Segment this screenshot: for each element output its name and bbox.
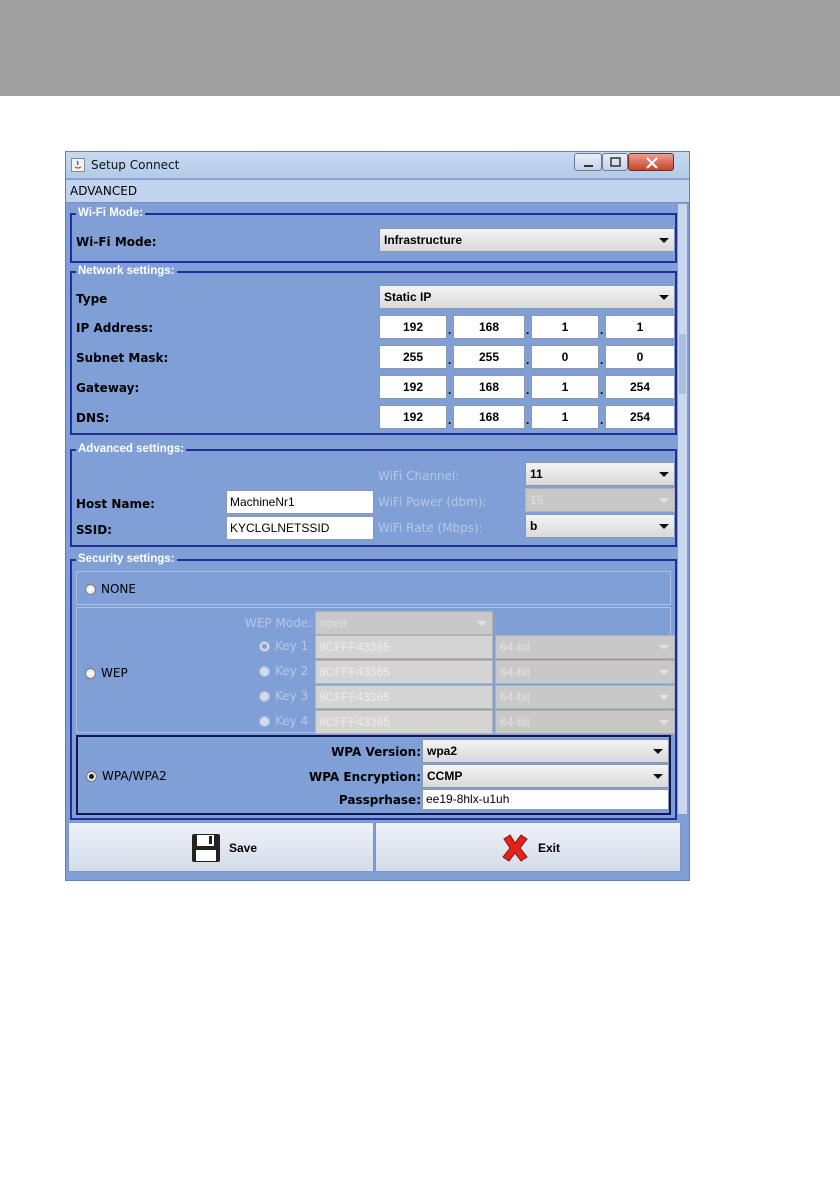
exit-button[interactable] — [375, 822, 681, 872]
key-3-input: 8CFFF43365 — [315, 685, 493, 709]
advanced-settings-group — [70, 443, 677, 547]
key-4-bits-value: 64-bit — [500, 715, 531, 729]
wifi-power-label: WiFi Power (dbm): — [378, 495, 487, 509]
key-2-label: Key 2 — [275, 664, 309, 678]
ip-address-label: IP Address: — [76, 321, 154, 335]
security-settings-group — [70, 553, 677, 820]
floppy-disk-icon — [191, 833, 221, 863]
subnet-mask-label: Subnet Mask: — [76, 351, 169, 365]
passphrase-label: Passprhase: — [338, 793, 421, 807]
key-1-radio — [259, 641, 270, 652]
setup-connect-window — [66, 152, 689, 880]
dns-octet-4[interactable]: 254 — [605, 405, 675, 429]
subnet-octet-4[interactable]: 0 — [605, 345, 675, 369]
key-1-bits-select — [495, 635, 675, 659]
key-3-radio — [259, 691, 270, 702]
host-name-label: Host Name: — [76, 497, 155, 511]
minimize-icon — [575, 154, 603, 172]
dns-dot: . — [600, 413, 604, 427]
gateway-dot: . — [600, 383, 604, 397]
wpa-version-select[interactable] — [422, 739, 669, 763]
key-1-input: 8CFFF43365 — [315, 635, 493, 659]
security-settings-legend: Security settings: — [78, 553, 175, 565]
wpa-version-label: WPA Version: — [331, 745, 421, 759]
dns-octet-1[interactable]: 192 — [379, 405, 447, 429]
ssid-label: SSID: — [76, 523, 112, 537]
chevron-down-icon — [654, 711, 674, 733]
key-1-bits-value: 64-bit — [500, 640, 531, 654]
minimize-button[interactable] — [574, 153, 602, 171]
chevron-down-icon — [654, 686, 674, 708]
red-x-icon — [500, 833, 530, 863]
wifi-channel-label: WiFi Channel: — [378, 469, 460, 483]
wifi-power-select — [525, 488, 675, 512]
chevron-down-icon — [648, 765, 668, 787]
wifi-mode-group — [70, 207, 677, 263]
exit-button-label: Exit — [538, 841, 561, 855]
vertical-scrollbar[interactable] — [678, 204, 687, 814]
save-button-label: Save — [229, 841, 258, 855]
host-name-input[interactable]: MachineNr1 — [226, 490, 374, 514]
wifi-mode-value: Infrastructure — [384, 233, 463, 247]
key-3-label: Key 3 — [275, 689, 309, 703]
network-settings-group — [70, 265, 677, 435]
subnet-dot: . — [448, 353, 452, 367]
wpa-encryption-select[interactable] — [422, 764, 669, 788]
key-3-bits-value: 64-bit — [500, 690, 531, 704]
dns-octet-2[interactable]: 168 — [453, 405, 525, 429]
chevron-down-icon — [654, 463, 674, 485]
maximize-button[interactable] — [602, 153, 628, 171]
java-app-icon — [71, 158, 85, 172]
wifi-rate-label: WiFi Rate (Mbps): — [378, 521, 483, 535]
tab-advanced[interactable] — [66, 180, 689, 203]
network-type-select[interactable] — [379, 285, 675, 309]
key-2-radio — [259, 666, 270, 677]
chevron-down-icon — [654, 229, 674, 251]
ip-octet-4[interactable]: 1 — [605, 315, 675, 339]
wpa-label: WPA/WPA2 — [102, 769, 167, 783]
ip-dot: . — [526, 323, 530, 337]
wep-mode-label: WEP Mode: — [245, 616, 313, 630]
network-type-value: Static IP — [384, 290, 432, 304]
subnet-dot: . — [600, 353, 604, 367]
gateway-octet-2[interactable]: 168 — [453, 375, 525, 399]
wpa-encryption-value: CCMP — [427, 769, 463, 783]
key-4-input: 8CFFF43365 — [315, 710, 493, 734]
page-header-band — [0, 0, 840, 96]
key-1-label: Key 1 — [275, 639, 309, 653]
close-icon — [629, 154, 675, 172]
ip-octet-3[interactable]: 1 — [531, 315, 599, 339]
subnet-dot: . — [526, 353, 530, 367]
scrollbar-thumb[interactable] — [679, 334, 686, 394]
ip-octet-1[interactable]: 192 — [379, 315, 447, 339]
wep-mode-select — [315, 611, 493, 635]
title-bar[interactable] — [66, 152, 689, 179]
security-wep-panel — [76, 607, 671, 733]
maximize-icon — [603, 154, 629, 172]
window-title: Setup Connect — [91, 158, 180, 172]
none-radio[interactable] — [85, 584, 96, 595]
wifi-power-value: 15 — [530, 493, 544, 507]
gateway-dot: . — [526, 383, 530, 397]
key-4-bits-select — [495, 710, 675, 734]
key-4-radio — [259, 716, 270, 727]
advanced-settings-legend: Advanced settings: — [78, 443, 185, 455]
wep-radio[interactable] — [85, 668, 96, 679]
wep-mode-value: open — [320, 616, 347, 630]
save-button[interactable] — [68, 822, 374, 872]
gateway-label: Gateway: — [76, 381, 140, 395]
ip-octet-2[interactable]: 168 — [453, 315, 525, 339]
chevron-down-icon — [654, 286, 674, 308]
none-label: NONE — [101, 582, 136, 596]
chevron-down-icon — [472, 612, 492, 634]
wpa-version-value: wpa2 — [427, 744, 458, 758]
dns-dot: . — [526, 413, 530, 427]
wifi-mode-label: Wi-Fi Mode: — [76, 235, 157, 249]
ip-dot: . — [448, 323, 452, 337]
security-none-panel — [76, 571, 671, 605]
network-settings-legend: Network settings: — [78, 265, 175, 277]
key-2-bits-value: 64-bit — [500, 665, 531, 679]
subnet-octet-1[interactable]: 255 — [379, 345, 447, 369]
tab-advanced-label: ADVANCED — [70, 184, 138, 198]
subnet-octet-3[interactable]: 0 — [531, 345, 599, 369]
key-4-label: Key 4 — [275, 714, 309, 728]
security-wpa-panel — [76, 735, 671, 815]
wifi-rate-select[interactable] — [525, 514, 675, 538]
ssid-input[interactable]: KYCLGLNETSSID — [226, 516, 374, 540]
chevron-down-icon — [654, 636, 674, 658]
gateway-dot: . — [448, 383, 452, 397]
dns-octet-3[interactable]: 1 — [531, 405, 599, 429]
key-3-bits-select — [495, 685, 675, 709]
wpa-radio[interactable] — [86, 771, 97, 782]
gateway-octet-4[interactable]: 254 — [605, 375, 675, 399]
wifi-channel-value: 11 — [530, 467, 543, 481]
wifi-channel-select[interactable] — [525, 462, 675, 486]
wifi-mode-legend: Wi-Fi Mode: — [78, 207, 144, 219]
dns-dot: . — [448, 413, 452, 427]
key-2-input: 8CFFF43365 — [315, 660, 493, 684]
ip-dot: . — [600, 323, 604, 337]
wpa-encryption-label: WPA Encryption: — [308, 770, 421, 784]
close-button[interactable] — [628, 153, 674, 171]
wifi-rate-value: b — [530, 519, 538, 533]
chevron-down-icon — [654, 515, 674, 537]
chevron-down-icon — [654, 489, 674, 511]
type-label: Type — [76, 292, 108, 306]
key-2-bits-select — [495, 660, 675, 684]
subnet-octet-2[interactable]: 255 — [453, 345, 525, 369]
wifi-mode-select[interactable] — [379, 228, 675, 252]
gateway-octet-1[interactable]: 192 — [379, 375, 447, 399]
chevron-down-icon — [648, 740, 668, 762]
chevron-down-icon — [654, 661, 674, 683]
wep-label: WEP — [101, 666, 128, 680]
dns-label: DNS: — [76, 411, 110, 425]
passphrase-input[interactable]: ee19-8hlx-u1uh — [422, 789, 669, 810]
gateway-octet-3[interactable]: 1 — [531, 375, 599, 399]
